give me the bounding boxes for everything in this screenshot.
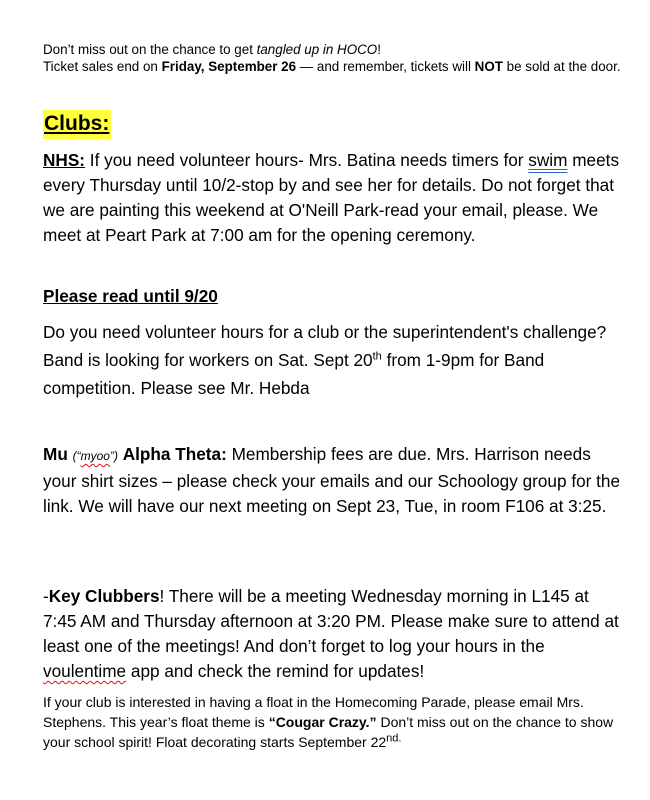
mu-alpha-theta-paragraph: Mu (“myoo”) Alpha Theta: Membership fees are due. Mrs. Harrison needs your shirt sizes – please check your emails and our Schoology group for the link. We will have our next meeting on Sept 23, Tue, in room F106 at 3:25. [43, 444, 621, 516]
hoco-theme: tangled up in HOCO [256, 42, 378, 57]
app-name: voulentime [43, 661, 127, 681]
float-paragraph: If your club is interested in having a float in the Homecoming Parade, please email Mrs. Stephens. This year’s float theme is “Cougar Crazy.” Don’t miss out on the chance to show your school spirit! Float decorating starts September $22^{nd.}$ [43, 694, 614, 750]
read-until-heading: Please read until 9/20 [43, 286, 218, 306]
hoco-announcement [43, 41, 623, 75]
hoco-line-1: Don’t miss out on the chance to get tangled up in HOCO! [43, 42, 381, 57]
pronunciation: (“myoo”) [72, 449, 118, 463]
hoco-line-2: Ticket sales end on Friday, September 26 — and remember, tickets will NOT be sold at the door. [43, 59, 621, 74]
band-volunteer-paragraph: Do you need volunteer hours for a club or the superintendent's challenge? Band is looking for workers on Sat. Sept 20th from 1-9pm for Band competition. Please see Mr. Hebda [43, 322, 607, 398]
ticket-deadline: Friday, September 26 [161, 59, 297, 74]
clubs-heading: Clubs: [43, 110, 111, 139]
key-clubbers-label: Key Clubbers [48, 586, 160, 606]
swim-word: swim [528, 150, 568, 170]
alpha-theta-label: Alpha Theta: [122, 444, 227, 464]
float-theme: “Cougar Crazy.” [268, 714, 377, 730]
key-club-paragraph: -Key Clubbers! There will be a meeting Wednesday morning in L145 at 7:45 AM and Thursday afternoon at 3:20 PM. Please make sure to attend at least one of the meetings! And don’t forget to log your hours in the voulentime app and check the remind for updates! [43, 586, 619, 681]
nhs-label: NHS: [43, 150, 86, 170]
mu-label: Mu [43, 444, 68, 464]
nhs-paragraph: NHS: If you need volunteer hours- Mrs. Batina needs timers for swim meets every Thursday until 10/2-stop by and see her for details. Do not forget that we are painting this weekend at O'Neill Park-read your email, please. We meet at Peart Park at 7:00 am for the opening ceremony. [43, 150, 620, 245]
not-emphasis: NOT [474, 59, 503, 74]
